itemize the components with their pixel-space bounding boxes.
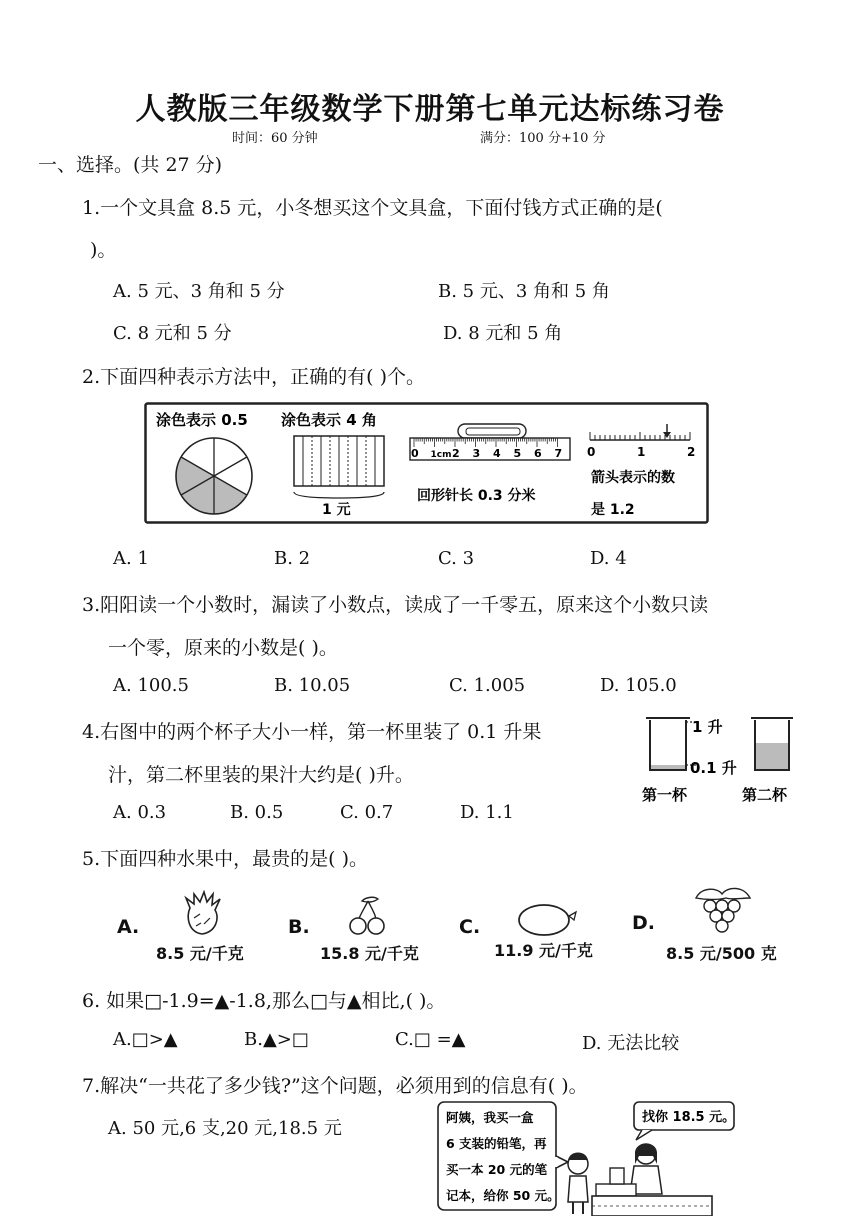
cup1-caption: 第一杯 bbox=[642, 786, 688, 804]
number-line-label: 1 bbox=[637, 445, 646, 459]
lemon-icon bbox=[514, 898, 582, 938]
q7-shop-figure bbox=[436, 1098, 736, 1216]
grape-icon bbox=[688, 884, 758, 942]
q1-option-d[interactable]: D. 8 元和 5 角 bbox=[443, 323, 563, 344]
ruler-tick-label: 5 bbox=[513, 447, 522, 460]
q1-option-b[interactable]: B. 5 元、3 角和 5 角 bbox=[438, 281, 610, 302]
q1-option-a[interactable]: A. 5 元、3 角和 5 分 bbox=[113, 281, 285, 302]
child-figure bbox=[568, 1153, 588, 1215]
fruit-b-price: 15.8 元/千克 bbox=[320, 944, 419, 963]
cherry-icon bbox=[346, 893, 390, 937]
score-label: 满分：100 分+10 分 bbox=[480, 131, 606, 146]
bubble-line-4: 记本，给你 50 元。 bbox=[446, 1188, 560, 1203]
q2-p4-line1: 箭头表示的数 bbox=[591, 470, 675, 486]
q2-p2-caption: 1 元 bbox=[322, 502, 351, 518]
q4-cups-figure bbox=[640, 708, 808, 808]
fruit-a-letter[interactable]: A. bbox=[117, 916, 140, 938]
q2-option-a[interactable]: A. 1 bbox=[113, 548, 149, 569]
ruler-tick-label: 1cm bbox=[430, 450, 452, 460]
q1-option-c[interactable]: C. 8 元和 5 分 bbox=[113, 323, 232, 344]
q7-option-a[interactable]: A. 50 元,6 支,20 元,18.5 元 bbox=[108, 1118, 342, 1139]
q4-option-d[interactable]: D. 1.1 bbox=[460, 802, 514, 823]
cup-01l-label: 0.1 升 bbox=[690, 759, 737, 777]
q4-text: 4.右图中的两个杯子大小一样，第一杯里装了 0.1 升果 bbox=[82, 721, 542, 743]
q7-text: 7.解决“一共花了多少钱?”这个问题，必须用到的信息有( )。 bbox=[82, 1075, 588, 1097]
bubble-line-2: 6 支装的铅笔，再 bbox=[446, 1136, 547, 1151]
reply-text: 找你 18.5 元。 bbox=[642, 1110, 736, 1125]
q6-option-b[interactable]: B.▲>□ bbox=[244, 1029, 309, 1050]
q4-option-b[interactable]: B. 0.5 bbox=[230, 802, 284, 823]
q3-option-c[interactable]: C. 1.005 bbox=[449, 675, 526, 696]
q2-option-d[interactable]: D. 4 bbox=[590, 548, 627, 569]
q3-option-a[interactable]: A. 100.5 bbox=[113, 675, 189, 696]
number-line-label: 2 bbox=[687, 445, 696, 459]
fruit-b-letter[interactable]: B. bbox=[288, 916, 310, 938]
q2-p3-label: 回形针长 0.3 分米 bbox=[417, 488, 536, 504]
q6-text: 6. 如果□-1.9=▲-1.8,那么□与▲相比,( )。 bbox=[82, 990, 446, 1012]
fruit-d-price: 8.5 元/500 克 bbox=[666, 944, 777, 963]
q2-option-c[interactable]: C. 3 bbox=[438, 548, 475, 569]
q5-text: 5.下面四种水果中，最贵的是( )。 bbox=[82, 848, 368, 870]
fruit-d-letter[interactable]: D. bbox=[632, 912, 655, 934]
section-heading: 一、选择。(共 27 分) bbox=[38, 154, 223, 176]
q2-p4-line2: 是 1.2 bbox=[591, 502, 635, 518]
q2-p2-label: 涂色表示 4 角 bbox=[281, 411, 377, 429]
q4-option-a[interactable]: A. 0.3 bbox=[113, 802, 167, 823]
fruit-c-letter[interactable]: C. bbox=[459, 916, 481, 938]
page-title: 人教版三年级数学下册第七单元达标练习卷 bbox=[135, 92, 725, 127]
q3-text-cont: 一个零，原来的小数是( )。 bbox=[108, 637, 338, 659]
bubble-line-3: 买一本 20 元的笔 bbox=[446, 1162, 548, 1177]
ruler-tick-label: 2 bbox=[452, 447, 460, 460]
q3-text: 3.阳阳读一个小数时，漏读了小数点，读成了一千零五，原来这个小数只读 bbox=[82, 594, 709, 616]
cup2-caption: 第二杯 bbox=[742, 786, 788, 804]
ruler-tick-label: 7 bbox=[554, 447, 563, 460]
ruler-tick-label: 0 bbox=[411, 447, 419, 460]
dragon-fruit-icon bbox=[180, 890, 224, 938]
ruler-tick-label: 6 bbox=[534, 447, 542, 460]
q2-figure bbox=[144, 402, 709, 524]
q1-text: 1.一个文具盒 8.5 元，小冬想买这个文具盒，下面付钱方式正确的是( bbox=[82, 197, 663, 219]
time-label: 时间：60 分钟 bbox=[232, 131, 318, 146]
q2-text: 2.下面四种表示方法中，正确的有( )个。 bbox=[82, 366, 425, 388]
ruler-tick-label: 3 bbox=[472, 447, 481, 460]
q2-option-b[interactable]: B. 2 bbox=[274, 548, 311, 569]
q3-option-d[interactable]: D. 105.0 bbox=[600, 675, 677, 696]
bubble-line-1: 阿姨，我买一盒 bbox=[446, 1110, 534, 1125]
q1-text-cont: )。 bbox=[90, 239, 117, 261]
q4-text-cont: 汁，第二杯里装的果汁大约是( )升。 bbox=[108, 764, 414, 786]
q6-option-c[interactable]: C.□ =▲ bbox=[395, 1029, 466, 1050]
cup-1l-label: 1 升 bbox=[692, 718, 723, 736]
cash-register bbox=[596, 1168, 636, 1196]
number-line-label: 0 bbox=[587, 445, 596, 459]
fruit-c-price: 11.9 元/千克 bbox=[494, 941, 593, 960]
q4-option-c[interactable]: C. 0.7 bbox=[340, 802, 394, 823]
q6-option-a[interactable]: A.□>▲ bbox=[113, 1029, 178, 1050]
fruit-a-price: 8.5 元/千克 bbox=[156, 944, 244, 963]
q3-option-b[interactable]: B. 10.05 bbox=[274, 675, 351, 696]
q6-option-d[interactable]: D. 无法比较 bbox=[582, 1033, 680, 1054]
q2-p1-label: 涂色表示 0.5 bbox=[156, 411, 248, 429]
ruler-tick-label: 4 bbox=[493, 447, 501, 460]
